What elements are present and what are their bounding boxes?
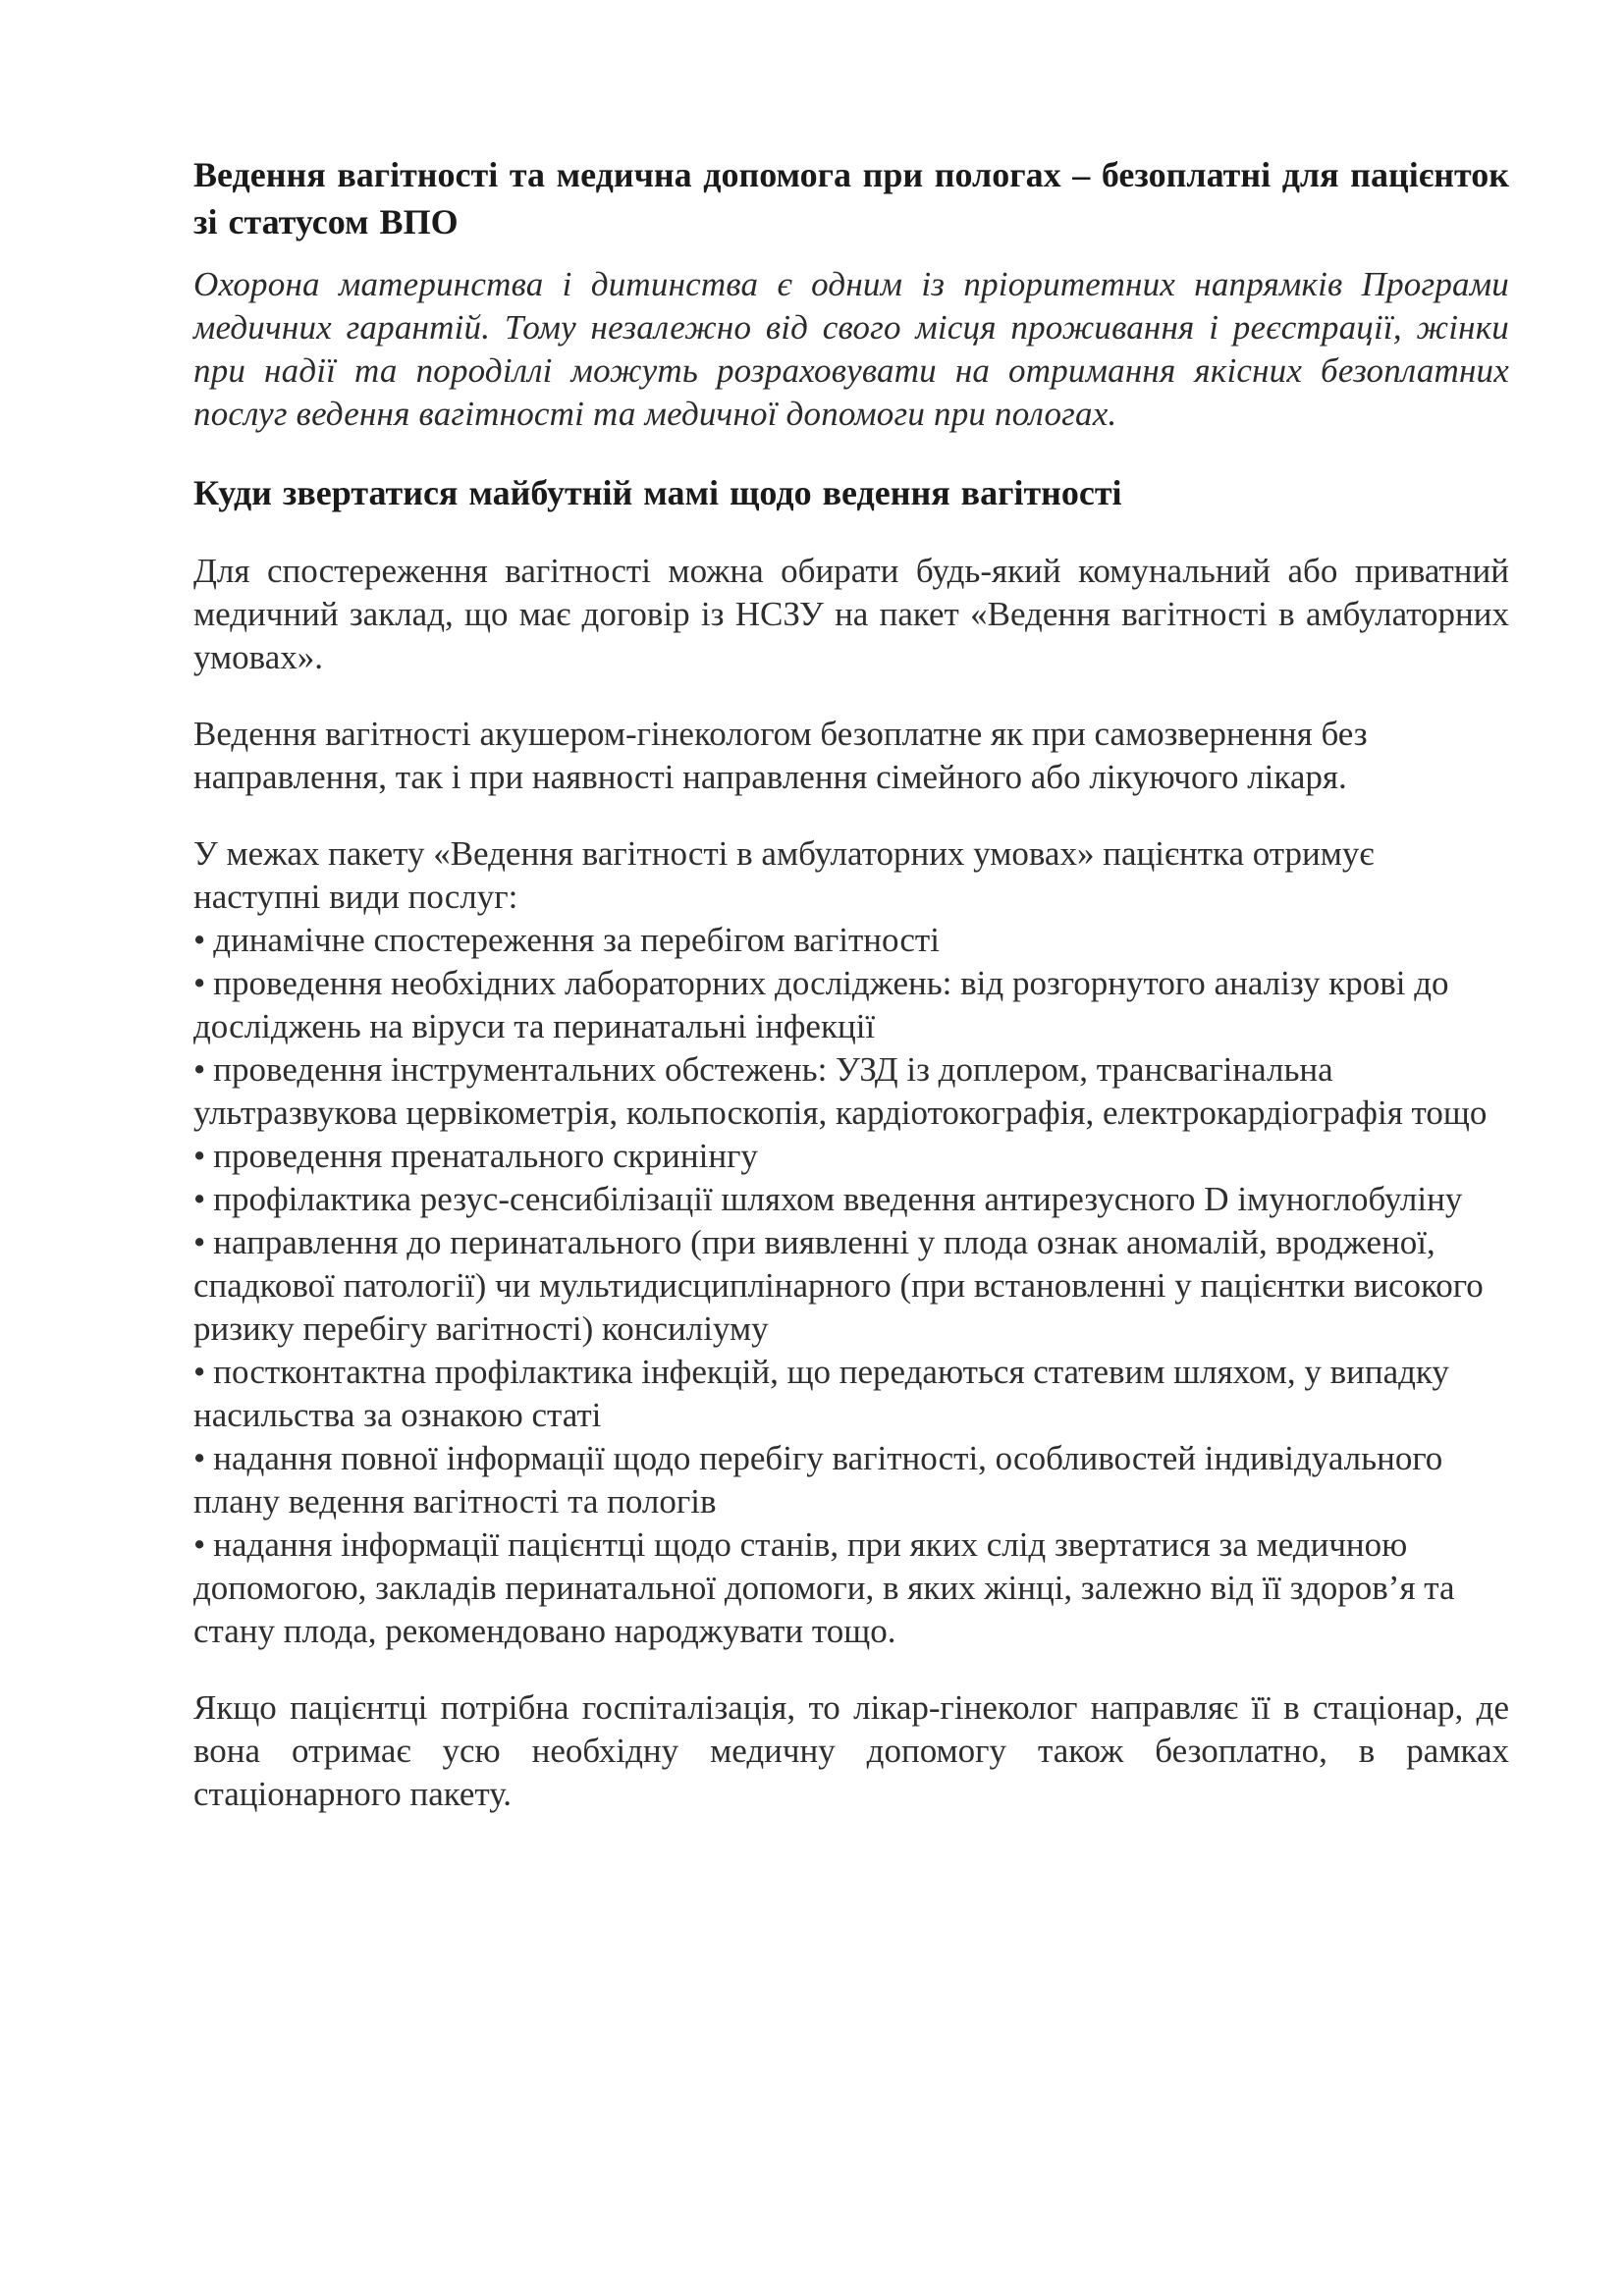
bullet-icon: •: [193, 921, 206, 959]
list-item: [193, 1048, 1509, 1135]
list-item-text: проведення інструментальних обстежень: УЗД із доплером, трансвагінальна ультразвукова цервікометрія, кольпоскопія, кардіотокографія, електрокардіографія тощо: [193, 1050, 1488, 1132]
list-item-text: постконтактна профілактика інфекцій, що передаються статевим шляхом, у випадку насильства за ознакою статі: [193, 1353, 1449, 1434]
list-item: [193, 1178, 1509, 1221]
list-item-text: профілактика резус-сенсибілізації шляхом введення антирезусного D імуноглобуліну: [213, 1180, 1463, 1218]
paragraph-where-to-go: Для спостереження вагітності можна обирати будь-який комунальний або приватний медичний заклад, що має договір із НСЗУ на пакет «Ведення вагітності в амбулаторних умовах».: [193, 552, 1509, 676]
list-item-text: направлення до перинатального (при виявленні у плода ознак аномалій, вродженої, спадкової патології) чи мультидисциплінарного (при встановленні у пацієнтки високого ризику перебігу вагітності) консиліуму: [193, 1223, 1484, 1348]
list-item: [193, 1351, 1509, 1437]
bullet-icon: •: [193, 1525, 206, 1564]
list-item-text: проведення пренатального скринінгу: [213, 1137, 758, 1175]
list-item-text: надання інформації пацієнтці щодо станів, при яких слід звертатися за медичною допомогою, закладів перинатальної допомоги, в яких жінці, залежно від її здоров’я та стану плода, рекомендовано народжувати тощо.: [193, 1525, 1455, 1650]
bullet-icon: •: [193, 1223, 206, 1261]
document-page: [193, 147, 1509, 1849]
paragraph-free-service: Ведення вагітності акушером-гінекологом безоплатне як при самозвернення без направлення, так і при наявності направлення сімейного або лікуючого лікаря.: [193, 715, 1368, 796]
bullet-icon: •: [193, 1439, 206, 1477]
bullet-icon: •: [193, 1180, 206, 1218]
section-heading: Куди звертатися майбутній мамі щодо ведення вагітності: [193, 473, 1122, 512]
list-item-text: динамічне спостереження за перебігом вагітності: [213, 921, 940, 959]
bullet-icon: •: [193, 1353, 206, 1391]
list-item-text: проведення необхідних лабораторних досліджень: від розгорнутого аналізу крові до досліджень на віруси та перинатальні інфекції: [193, 964, 1449, 1045]
closing-paragraph: Якщо пацієнтці потрібна госпіталізація, то лікар-гінеколог направляє її в стаціонар, де вона отримає усю необхідну медичну допомогу також безоплатно, в рамках стаціонарного пакету.: [193, 1688, 1509, 1813]
services-intro: У межах пакету «Ведення вагітності в амбулаторних умовах» пацієнтка отримує наступні види послуг:: [193, 834, 1375, 916]
lead-paragraph: Охорона материнства і дитинства є одним із пріоритетних напрямків Програми медичних гарантій. Тому незалежно від свого місця проживання і реєстрації, жінки при надії та породіллі можуть розраховувати на отримання якісних безоплатних послуг ведення вагітності та медичної допомоги при пологах.: [193, 265, 1509, 433]
list-item: [193, 962, 1509, 1048]
services-list: [193, 919, 1509, 1653]
services-block: [193, 832, 1509, 1653]
list-item: [193, 1221, 1509, 1351]
list-item: [193, 1135, 1509, 1178]
bullet-icon: •: [193, 964, 206, 1002]
list-item: [193, 919, 1509, 962]
bullet-icon: •: [193, 1050, 206, 1089]
list-item: [193, 1523, 1509, 1653]
bullet-icon: •: [193, 1137, 206, 1175]
list-item: [193, 1437, 1509, 1523]
document-title: Ведення вагітності та медична допомога при пологах – безоплатні для пацієнток зі статусом ВПО: [193, 155, 1509, 241]
list-item-text: надання повної інформації щодо перебігу вагітності, особливостей індивідуального плану ведення вагітності та пологів: [193, 1439, 1443, 1521]
